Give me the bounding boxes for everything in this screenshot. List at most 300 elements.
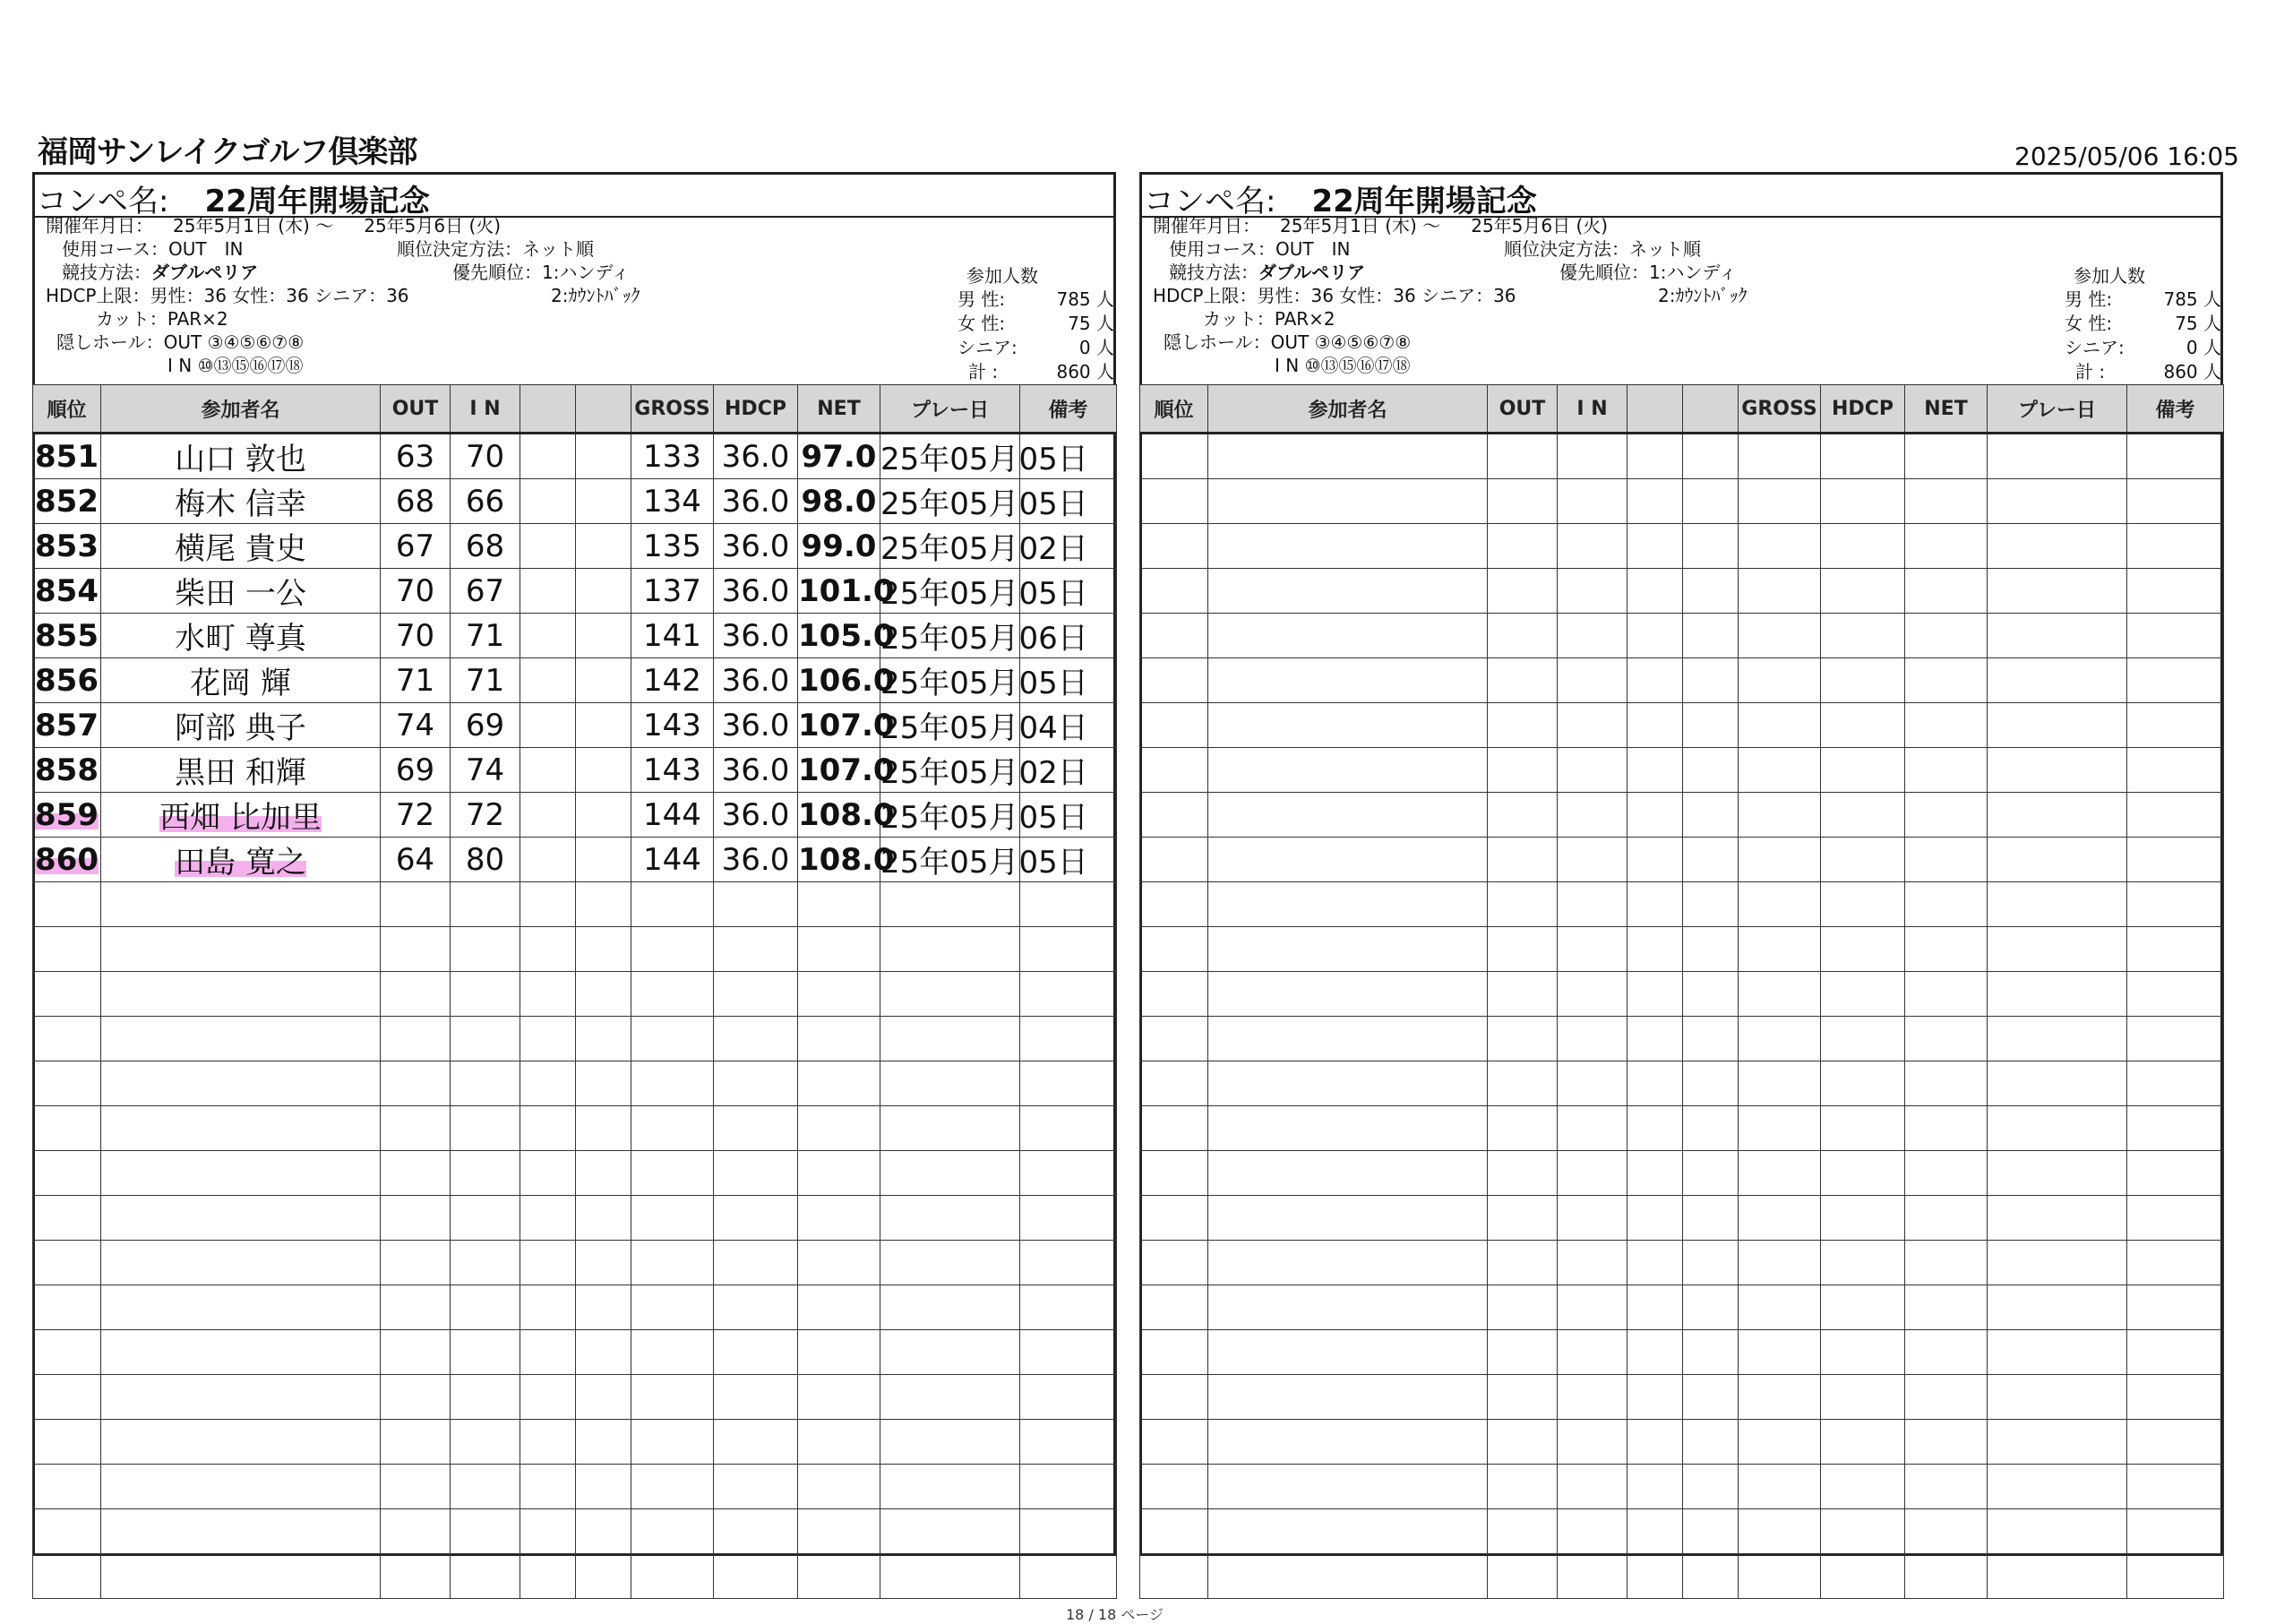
column-header: プレー日 — [880, 385, 1020, 434]
empty-cell — [1627, 1509, 1683, 1554]
cell-date: 25年05月02日 — [880, 524, 1020, 569]
empty-cell — [631, 1061, 714, 1106]
hidden-holes-in: I N ⑩⑬⑮⑯⑰⑱ — [1275, 355, 1411, 376]
table-header — [33, 385, 1117, 434]
empty-cell — [1558, 658, 1627, 703]
empty-cell — [1627, 1375, 1683, 1420]
empty-cell — [33, 1330, 101, 1375]
table-row — [1140, 614, 2224, 658]
empty-cell — [1140, 882, 1208, 927]
empty-cell — [1558, 569, 1627, 614]
empty-cell — [1905, 1420, 1988, 1465]
empty-cell — [1821, 1465, 1905, 1509]
empty-cell — [451, 972, 520, 1017]
empty-cell — [1988, 1509, 2127, 1554]
empty-cell — [451, 1151, 520, 1196]
table-row — [1140, 927, 2224, 972]
course-line: 使用コース：OUT IN — [62, 238, 244, 260]
cell-net: 107.0 — [798, 748, 880, 793]
empty-cell — [1905, 1554, 1988, 1599]
cell-net: 99.0 — [798, 524, 880, 569]
cell-rank — [33, 838, 101, 882]
empty-cell — [1488, 793, 1558, 838]
cell-in: 67 — [451, 569, 520, 614]
empty-cell — [33, 1151, 101, 1196]
empty-cell — [1140, 793, 1208, 838]
empty-cell — [1488, 1151, 1558, 1196]
empty-cell — [1488, 524, 1558, 569]
column-header: HDCP — [714, 385, 798, 434]
table-row — [33, 793, 1117, 838]
competition-title — [1144, 176, 1537, 219]
empty-cell — [1558, 972, 1627, 1017]
empty-cell — [1821, 1196, 1905, 1241]
empty-cell — [33, 1554, 101, 1599]
column-header: 参加者名 — [1208, 385, 1488, 434]
empty-cell — [1627, 838, 1683, 882]
empty-cell — [2127, 1017, 2224, 1061]
cell-gross: 143 — [631, 703, 714, 748]
empty-cell — [1739, 479, 1821, 524]
table-row — [1140, 1285, 2224, 1330]
empty-cell — [1739, 1241, 1821, 1285]
hidden-holes-in: I N ⑩⑬⑮⑯⑰⑱ — [167, 355, 304, 376]
cell-date: 25年05月05日 — [880, 838, 1020, 882]
empty-cell — [1488, 838, 1558, 882]
empty-cell — [1627, 658, 1683, 703]
empty-cell — [451, 1330, 520, 1375]
empty-cell — [880, 1106, 1020, 1151]
empty-cell — [1140, 434, 1208, 479]
empty-cell — [520, 1375, 576, 1420]
cell-out: 72 — [381, 793, 451, 838]
empty-cell — [1683, 1196, 1739, 1241]
empty-cell — [631, 927, 714, 972]
club-name: 福岡サンレイクゴルフ倶楽部 — [38, 134, 417, 170]
empty-cell — [520, 479, 576, 524]
table-row — [1140, 793, 2224, 838]
table-row — [33, 1465, 1117, 1509]
empty-cell — [1821, 703, 1905, 748]
empty-cell — [1208, 1465, 1488, 1509]
table-row — [1140, 972, 2224, 1017]
priority-line-2: 2:ｶｳﾝﾄﾊﾞｯｸ — [551, 285, 640, 306]
column-header: 備考 — [2127, 385, 2224, 434]
empty-cell — [1905, 614, 1988, 658]
empty-cell — [1683, 1375, 1739, 1420]
empty-cell — [1558, 748, 1627, 793]
empty-cell — [1488, 1241, 1558, 1285]
empty-cell — [576, 569, 631, 614]
empty-cell — [576, 1509, 631, 1554]
cell-name: 横尾 貴史 — [101, 524, 381, 569]
cell-hdcp: 36.0 — [714, 434, 798, 479]
cell-net: 101.0 — [798, 569, 880, 614]
empty-cell — [1488, 434, 1558, 479]
empty-cell — [1683, 793, 1739, 838]
order-line: 順位決定方法：ネット順 — [1504, 238, 1701, 260]
empty-cell — [1140, 927, 1208, 972]
cell-net: 98.0 — [798, 479, 880, 524]
dates-line: 開催年月日： 25年5月1日 (木) ～ 25年5月6日 (火) — [46, 215, 502, 236]
cell-gross: 141 — [631, 614, 714, 658]
cell-in: 71 — [451, 658, 520, 703]
cell-net: 107.0 — [798, 703, 880, 748]
empty-cell — [1683, 1151, 1739, 1196]
empty-cell — [1627, 1330, 1683, 1375]
empty-cell — [2127, 658, 2224, 703]
cell-gross: 133 — [631, 434, 714, 479]
cell-in: 68 — [451, 524, 520, 569]
empty-cell — [451, 1061, 520, 1106]
empty-cell — [880, 1285, 1020, 1330]
empty-cell — [451, 1196, 520, 1241]
empty-cell — [1488, 1106, 1558, 1151]
column-header — [520, 385, 576, 434]
empty-cell — [1739, 748, 1821, 793]
empty-cell — [576, 972, 631, 1017]
empty-cell — [2127, 569, 2224, 614]
empty-cell — [714, 1375, 798, 1420]
empty-cell — [576, 479, 631, 524]
empty-cell — [1627, 1241, 1683, 1285]
empty-cell — [381, 1106, 451, 1151]
empty-cell — [520, 1554, 576, 1599]
empty-cell — [381, 1554, 451, 1599]
cell-hdcp: 36.0 — [714, 748, 798, 793]
empty-cell — [576, 1017, 631, 1061]
empty-cell — [576, 1330, 631, 1375]
empty-cell — [1821, 614, 1905, 658]
priority-line: 優先順位：1:ハンディ — [452, 262, 630, 283]
participants-title: 参加人数 — [966, 265, 1038, 287]
empty-cell — [1988, 1106, 2127, 1151]
empty-cell — [1683, 479, 1739, 524]
empty-cell — [1208, 434, 1488, 479]
cell-net: 108.0 — [798, 838, 880, 882]
empty-cell — [1627, 748, 1683, 793]
empty-cell — [381, 1151, 451, 1196]
empty-cell — [631, 1241, 714, 1285]
empty-cell — [101, 1420, 381, 1465]
empty-cell — [714, 1465, 798, 1509]
empty-cell — [576, 1465, 631, 1509]
empty-cell — [520, 434, 576, 479]
empty-cell — [1558, 1196, 1627, 1241]
empty-cell — [1140, 1196, 1208, 1241]
empty-cell — [1627, 1465, 1683, 1509]
results-table-right — [1139, 384, 2224, 1599]
empty-cell — [1140, 1465, 1208, 1509]
empty-cell — [1739, 1285, 1821, 1330]
empty-cell — [576, 1061, 631, 1106]
empty-cell — [101, 1509, 381, 1554]
column-header: 順位 — [1140, 385, 1208, 434]
empty-cell — [381, 882, 451, 927]
cell-in: 74 — [451, 748, 520, 793]
empty-cell — [1627, 882, 1683, 927]
table-row — [33, 1285, 1117, 1330]
column-header: I N — [451, 385, 520, 434]
cell-name: 山口 敦也 — [101, 434, 381, 479]
empty-cell — [1905, 1061, 1988, 1106]
empty-cell — [1488, 658, 1558, 703]
empty-cell — [1558, 1554, 1627, 1599]
empty-cell — [576, 658, 631, 703]
empty-cell — [1020, 1196, 1117, 1241]
competition-label: コンペ名: — [37, 184, 169, 219]
cell-rank: 854 — [33, 569, 101, 614]
empty-cell — [2127, 793, 2224, 838]
empty-cell — [381, 1241, 451, 1285]
table-row — [1140, 1330, 2224, 1375]
empty-cell — [1739, 793, 1821, 838]
empty-cell — [2127, 1509, 2224, 1554]
table-row — [1140, 479, 2224, 524]
empty-cell — [1627, 1285, 1683, 1330]
participant-counts: 参加人数 男 性: 785 人 女 性: 75 人 シニア: 0 人 計 : 860 人 — [2065, 265, 2221, 382]
empty-cell — [1558, 1151, 1627, 1196]
empty-cell — [631, 1465, 714, 1509]
empty-cell — [101, 1017, 381, 1061]
empty-cell — [1739, 1509, 1821, 1554]
empty-cell — [1821, 1375, 1905, 1420]
empty-cell — [381, 1509, 451, 1554]
column-header: I N — [1558, 385, 1627, 434]
empty-cell — [880, 1375, 1020, 1420]
empty-cell — [1988, 1465, 2127, 1509]
empty-cell — [2127, 1196, 2224, 1241]
table-row — [1140, 882, 2224, 927]
empty-cell — [798, 1241, 880, 1285]
empty-cell — [1905, 927, 1988, 972]
empty-cell — [1905, 882, 1988, 927]
empty-cell — [101, 1196, 381, 1241]
empty-cell — [1020, 882, 1117, 927]
empty-cell — [1988, 1151, 2127, 1196]
course-line: 使用コース：OUT IN — [1169, 238, 1351, 260]
empty-cell — [1488, 1330, 1558, 1375]
empty-cell — [1020, 1509, 1117, 1554]
empty-cell — [101, 1106, 381, 1151]
empty-cell — [1821, 793, 1905, 838]
empty-cell — [1208, 1509, 1488, 1554]
empty-cell — [1488, 1375, 1558, 1420]
empty-cell — [101, 1241, 381, 1285]
cell-hdcp: 36.0 — [714, 524, 798, 569]
empty-cell — [1558, 479, 1627, 524]
empty-cell — [1488, 569, 1558, 614]
empty-cell — [1739, 1330, 1821, 1375]
empty-cell — [451, 1465, 520, 1509]
empty-cell — [1683, 1509, 1739, 1554]
empty-cell — [1140, 614, 1208, 658]
empty-cell — [451, 1017, 520, 1061]
empty-cell — [1558, 1285, 1627, 1330]
empty-cell — [381, 1420, 451, 1465]
empty-cell — [2127, 972, 2224, 1017]
empty-cell — [1627, 793, 1683, 838]
table-row — [33, 614, 1117, 658]
empty-cell — [714, 1241, 798, 1285]
empty-cell — [1683, 1061, 1739, 1106]
empty-cell — [1988, 434, 2127, 479]
cell-in: 72 — [451, 793, 520, 838]
cell-in: 66 — [451, 479, 520, 524]
cell-hdcp: 36.0 — [714, 658, 798, 703]
empty-cell — [1627, 927, 1683, 972]
empty-cell — [33, 972, 101, 1017]
cell-net: 106.0 — [798, 658, 880, 703]
table-row — [33, 1420, 1117, 1465]
cell-date: 25年05月05日 — [880, 569, 1020, 614]
empty-cell — [2127, 1061, 2224, 1106]
empty-cell — [1488, 1509, 1558, 1554]
table-row — [33, 1554, 1117, 1599]
empty-cell — [2127, 1465, 2224, 1509]
empty-cell — [1558, 1106, 1627, 1151]
empty-cell — [1988, 793, 2127, 838]
empty-cell — [1905, 524, 1988, 569]
empty-cell — [1988, 1330, 2127, 1375]
empty-cell — [1140, 1061, 1208, 1106]
empty-cell — [1821, 1420, 1905, 1465]
empty-cell — [1905, 703, 1988, 748]
empty-cell — [1020, 1285, 1117, 1330]
empty-cell — [1821, 569, 1905, 614]
results-panel-right — [1139, 172, 2223, 1556]
empty-cell — [1208, 793, 1488, 838]
empty-cell — [576, 1420, 631, 1465]
empty-cell — [2127, 614, 2224, 658]
empty-cell — [1739, 434, 1821, 479]
empty-cell — [1208, 1196, 1488, 1241]
empty-cell — [2127, 1106, 2224, 1151]
empty-cell — [1627, 1017, 1683, 1061]
empty-cell — [1739, 1554, 1821, 1599]
empty-cell — [2127, 1330, 2224, 1375]
empty-cell — [1558, 524, 1627, 569]
empty-cell — [1020, 1017, 1117, 1061]
cell-net: 105.0 — [798, 614, 880, 658]
cell-date: 25年05月06日 — [880, 614, 1020, 658]
empty-cell — [631, 1375, 714, 1420]
empty-cell — [1208, 1554, 1488, 1599]
empty-cell — [1558, 1465, 1627, 1509]
empty-cell — [880, 1017, 1020, 1061]
empty-cell — [1988, 1196, 2127, 1241]
empty-cell — [451, 882, 520, 927]
cell-name: 梅木 信幸 — [101, 479, 381, 524]
empty-cell — [1208, 927, 1488, 972]
highlight-mark: 859 — [35, 796, 99, 833]
empty-cell — [1739, 1151, 1821, 1196]
empty-cell — [1821, 1151, 1905, 1196]
cell-name: 花岡 輝 — [101, 658, 381, 703]
cut-line: カット：PAR×2 — [1203, 308, 1335, 330]
empty-cell — [1140, 658, 1208, 703]
empty-cell — [2127, 1420, 2224, 1465]
empty-cell — [1558, 882, 1627, 927]
table-row — [33, 1061, 1117, 1106]
competition-title — [37, 176, 430, 219]
table-row — [33, 1509, 1117, 1554]
empty-cell — [1627, 1106, 1683, 1151]
empty-cell — [1683, 1330, 1739, 1375]
column-header: OUT — [1488, 385, 1558, 434]
column-header: HDCP — [1821, 385, 1905, 434]
empty-cell — [631, 1196, 714, 1241]
empty-cell — [33, 1241, 101, 1285]
empty-cell — [1988, 1017, 2127, 1061]
priority-line: 優先順位：1:ハンディ — [1559, 262, 1737, 283]
empty-cell — [101, 927, 381, 972]
table-row — [33, 434, 1117, 479]
empty-cell — [33, 1465, 101, 1509]
empty-cell — [1558, 1330, 1627, 1375]
empty-cell — [1905, 1330, 1988, 1375]
empty-cell — [451, 1554, 520, 1599]
table-row — [1140, 434, 2224, 479]
empty-cell — [520, 1420, 576, 1465]
cell-gross: 144 — [631, 793, 714, 838]
empty-cell — [631, 1017, 714, 1061]
empty-cell — [880, 1151, 1020, 1196]
empty-cell — [1208, 882, 1488, 927]
table-row — [1140, 1420, 2224, 1465]
empty-cell — [1488, 748, 1558, 793]
cell-rank: 852 — [33, 479, 101, 524]
empty-cell — [1208, 1420, 1488, 1465]
empty-cell — [1821, 972, 1905, 1017]
column-header: NET — [798, 385, 880, 434]
table-row — [33, 524, 1117, 569]
cell-gross: 137 — [631, 569, 714, 614]
cell-out: 70 — [381, 614, 451, 658]
empty-cell — [381, 1465, 451, 1509]
empty-cell — [798, 1420, 880, 1465]
empty-cell — [1821, 434, 1905, 479]
empty-cell — [1683, 882, 1739, 927]
empty-cell — [1988, 927, 2127, 972]
empty-cell — [1905, 1509, 1988, 1554]
empty-cell — [1988, 1285, 2127, 1330]
empty-cell — [1905, 1465, 1988, 1509]
empty-cell — [1208, 1061, 1488, 1106]
table-row — [33, 1196, 1117, 1241]
method-line: 競技方法：ダブルペリア — [1169, 262, 1366, 283]
cell-hdcp: 36.0 — [714, 703, 798, 748]
empty-cell — [1208, 524, 1488, 569]
empty-cell — [1905, 569, 1988, 614]
table-row — [1140, 1061, 2224, 1106]
empty-cell — [2127, 882, 2224, 927]
empty-cell — [381, 972, 451, 1017]
empty-cell — [1988, 1554, 2127, 1599]
hdcp-line: HDCP上限：男性：36 女性：36 シニア：36 — [46, 285, 409, 306]
empty-cell — [714, 1330, 798, 1375]
empty-cell — [1140, 1151, 1208, 1196]
empty-cell — [1558, 1017, 1627, 1061]
empty-cell — [1739, 569, 1821, 614]
empty-cell — [381, 1285, 451, 1330]
empty-cell — [880, 1420, 1020, 1465]
empty-cell — [1140, 1017, 1208, 1061]
empty-cell — [381, 1061, 451, 1106]
empty-cell — [1208, 569, 1488, 614]
empty-cell — [1488, 1196, 1558, 1241]
empty-cell — [1208, 479, 1488, 524]
